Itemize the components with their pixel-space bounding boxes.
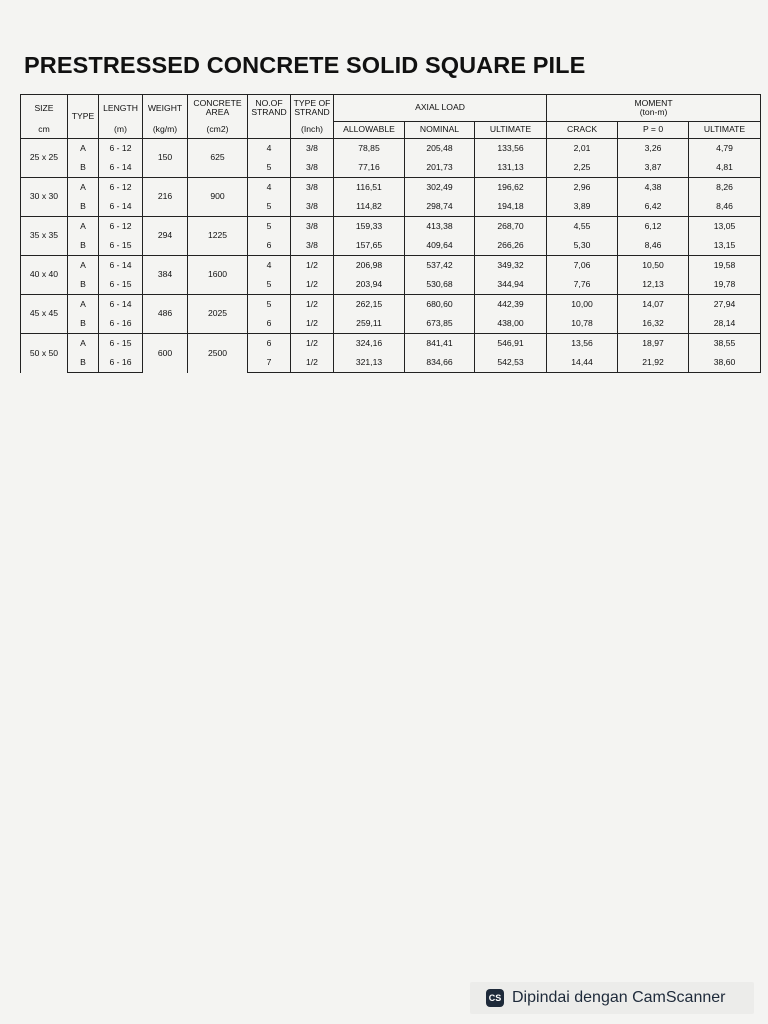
allowable-cell: 262,15 [334,295,405,315]
strand-type-cell: 1/2 [291,275,334,295]
p0-cell: 6,12 [618,217,689,237]
strand-type-cell: 3/8 [291,139,334,159]
ultimate-cell: 442,39 [475,295,547,315]
p0-cell: 21,92 [618,353,689,373]
col-type-header: TYPE [68,95,99,139]
crack-cell: 10,78 [547,314,618,334]
allowable-cell: 159,33 [334,217,405,237]
ultimate-cell: 438,00 [475,314,547,334]
nominal-cell: 409,64 [405,236,475,256]
nominal-cell: 834,66 [405,353,475,373]
crack-cell: 10,00 [547,295,618,315]
col-crack-header: CRACK [547,122,618,139]
p0-cell: 4,38 [618,178,689,198]
table-row [21,295,761,315]
size-cell: 45 x 45 [21,295,68,334]
strand-count-cell: 4 [248,178,291,198]
moment-ultimate-cell: 19,58 [689,256,761,276]
p0-cell: 18,97 [618,334,689,354]
crack-cell: 5,30 [547,236,618,256]
table-row [21,217,761,237]
p0-cell: 12,13 [618,275,689,295]
nominal-cell: 201,73 [405,158,475,178]
nominal-cell: 298,74 [405,197,475,217]
allowable-cell: 78,85 [334,139,405,159]
area-cell: 1600 [188,256,248,295]
ultimate-cell: 131,13 [475,158,547,178]
nominal-cell: 841,41 [405,334,475,354]
weight-cell: 384 [143,256,188,295]
ultimate-cell: 344,94 [475,275,547,295]
crack-cell: 2,25 [547,158,618,178]
allowable-cell: 259,11 [334,314,405,334]
size-cell: 35 x 35 [21,217,68,256]
allowable-cell: 77,16 [334,158,405,178]
length-cell: 6 - 14 [99,158,143,178]
weight-unit: (kg/m) [143,122,188,139]
col-p0-header: P = 0 [618,122,689,139]
length-cell: 6 - 16 [99,353,143,373]
strand-type-cell: 1/2 [291,295,334,315]
type-cell: B [68,236,99,256]
length-cell: 6 - 12 [99,139,143,159]
weight-cell: 150 [143,139,188,178]
strand-type-cell: 1/2 [291,334,334,354]
nominal-cell: 537,42 [405,256,475,276]
allowable-cell: 114,82 [334,197,405,217]
strand-type-cell: 3/8 [291,178,334,198]
allowable-cell: 203,94 [334,275,405,295]
col-allowable-header: ALLOWABLE [334,122,405,139]
type-cell: A [68,217,99,237]
type-cell: A [68,295,99,315]
p0-cell: 8,46 [618,236,689,256]
size-cell: 40 x 40 [21,256,68,295]
strand-type-unit: (Inch) [291,122,334,139]
table-row [21,197,761,217]
strand-count-cell: 5 [248,197,291,217]
length-cell: 6 - 16 [99,314,143,334]
crack-cell: 3,89 [547,197,618,217]
col-length-header: LENGTH [99,95,143,122]
type-cell: A [68,334,99,354]
table-row [21,334,761,354]
col-nominal-header: NOMINAL [405,122,475,139]
camscanner-watermark [470,982,754,1014]
moment-ultimate-cell: 13,05 [689,217,761,237]
weight-cell: 486 [143,295,188,334]
nominal-cell: 673,85 [405,314,475,334]
col-strand-count-header: NO.OF STRAND [248,95,291,122]
ultimate-cell: 349,32 [475,256,547,276]
type-cell: A [68,139,99,159]
nominal-cell: 205,48 [405,139,475,159]
length-cell: 6 - 15 [99,275,143,295]
p0-cell: 3,26 [618,139,689,159]
area-cell: 900 [188,178,248,217]
crack-cell: 4,55 [547,217,618,237]
strand-type-cell: 1/2 [291,256,334,276]
crack-cell: 7,76 [547,275,618,295]
ultimate-cell: 268,70 [475,217,547,237]
strand-count-cell: 7 [248,353,291,373]
length-cell: 6 - 15 [99,334,143,354]
strand-type-cell: 3/8 [291,197,334,217]
allowable-cell: 116,51 [334,178,405,198]
table-row [21,236,761,256]
strand-type-cell: 1/2 [291,314,334,334]
length-cell: 6 - 12 [99,178,143,198]
size-unit: cm [21,122,68,139]
header-row [21,95,761,122]
ultimate-cell: 194,18 [475,197,547,217]
strand-count-cell: 4 [248,256,291,276]
strand-type-cell: 1/2 [291,353,334,373]
pile-spec-table [20,94,761,373]
nominal-cell: 680,60 [405,295,475,315]
nominal-cell: 413,38 [405,217,475,237]
type-cell: B [68,197,99,217]
table-row [21,178,761,198]
allowable-cell: 324,16 [334,334,405,354]
ultimate-cell: 266,26 [475,236,547,256]
type-cell: B [68,275,99,295]
type-cell: B [68,353,99,373]
size-cell: 30 x 30 [21,178,68,217]
header-subrow [21,122,761,139]
area-cell: 2500 [188,334,248,373]
type-cell: A [68,256,99,276]
ultimate-cell: 133,56 [475,139,547,159]
col-strand-type-header: TYPE OF STRAND [291,95,334,122]
type-cell: B [68,314,99,334]
length-cell: 6 - 15 [99,236,143,256]
strand-count-cell: 5 [248,295,291,315]
allowable-cell: 321,13 [334,353,405,373]
allowable-cell: 206,98 [334,256,405,276]
moment-unit: (ton-m) [639,107,668,117]
area-cell: 625 [188,139,248,178]
col-moment-ultimate-header: ULTIMATE [689,122,761,139]
moment-ultimate-cell: 38,55 [689,334,761,354]
strand-type-cell: 3/8 [291,158,334,178]
crack-cell: 7,06 [547,256,618,276]
length-cell: 6 - 12 [99,217,143,237]
camscanner-text: Dipindai dengan CamScanner [512,989,726,1006]
nominal-cell: 530,68 [405,275,475,295]
crack-cell: 2,01 [547,139,618,159]
length-unit: (m) [99,122,143,139]
moment-ultimate-cell: 8,26 [689,178,761,198]
strand-count-unit [248,122,291,139]
axial-load-header: AXIAL LOAD [334,95,547,122]
strand-count-cell: 5 [248,217,291,237]
table-row [21,158,761,178]
table-row [21,275,761,295]
weight-cell: 600 [143,334,188,373]
length-cell: 6 - 14 [99,256,143,276]
size-cell: 25 x 25 [21,139,68,178]
ultimate-cell: 542,53 [475,353,547,373]
ultimate-cell: 196,62 [475,178,547,198]
table-row [21,314,761,334]
p0-cell: 14,07 [618,295,689,315]
crack-cell: 14,44 [547,353,618,373]
table-body [21,139,761,373]
table-row [21,139,761,159]
table-row [21,353,761,373]
p0-cell: 10,50 [618,256,689,276]
ultimate-cell: 546,91 [475,334,547,354]
strand-count-cell: 6 [248,314,291,334]
moment-label: MOMENT [634,97,673,108]
p0-cell: 6,42 [618,197,689,217]
moment-ultimate-cell: 28,14 [689,314,761,334]
moment-ultimate-cell: 13,15 [689,236,761,256]
area-cell: 1225 [188,217,248,256]
size-cell: 50 x 50 [21,334,68,373]
p0-cell: 3,87 [618,158,689,178]
strand-type-cell: 3/8 [291,217,334,237]
moment-ultimate-cell: 8,46 [689,197,761,217]
type-cell: B [68,158,99,178]
strand-count-cell: 5 [248,158,291,178]
page-title: PRESTRESSED CONCRETE SOLID SQUARE PILE [24,52,586,78]
allowable-cell: 157,65 [334,236,405,256]
moment-ultimate-cell: 38,60 [689,353,761,373]
strand-count-cell: 5 [248,275,291,295]
area-cell: 2025 [188,295,248,334]
col-area-header: CONCRETE AREA [188,95,248,122]
col-size-header: SIZE [21,95,68,122]
moment-ultimate-cell: 19,78 [689,275,761,295]
moment-ultimate-cell: 4,81 [689,158,761,178]
length-cell: 6 - 14 [99,295,143,315]
moment-header [547,95,761,122]
weight-cell: 294 [143,217,188,256]
crack-cell: 13,56 [547,334,618,354]
weight-cell: 216 [143,178,188,217]
col-weight-header: WEIGHT [143,95,188,122]
strand-count-cell: 4 [248,139,291,159]
table-row [21,256,761,276]
moment-ultimate-cell: 4,79 [689,139,761,159]
p0-cell: 16,32 [618,314,689,334]
nominal-cell: 302,49 [405,178,475,198]
strand-type-cell: 3/8 [291,236,334,256]
moment-ultimate-cell: 27,94 [689,295,761,315]
strand-count-cell: 6 [248,236,291,256]
type-cell: A [68,178,99,198]
area-unit: (cm2) [188,122,248,139]
col-ultimate-header: ULTIMATE [475,122,547,139]
crack-cell: 2,96 [547,178,618,198]
strand-count-cell: 6 [248,334,291,354]
camscanner-logo-icon: CS [486,989,504,1007]
length-cell: 6 - 14 [99,197,143,217]
